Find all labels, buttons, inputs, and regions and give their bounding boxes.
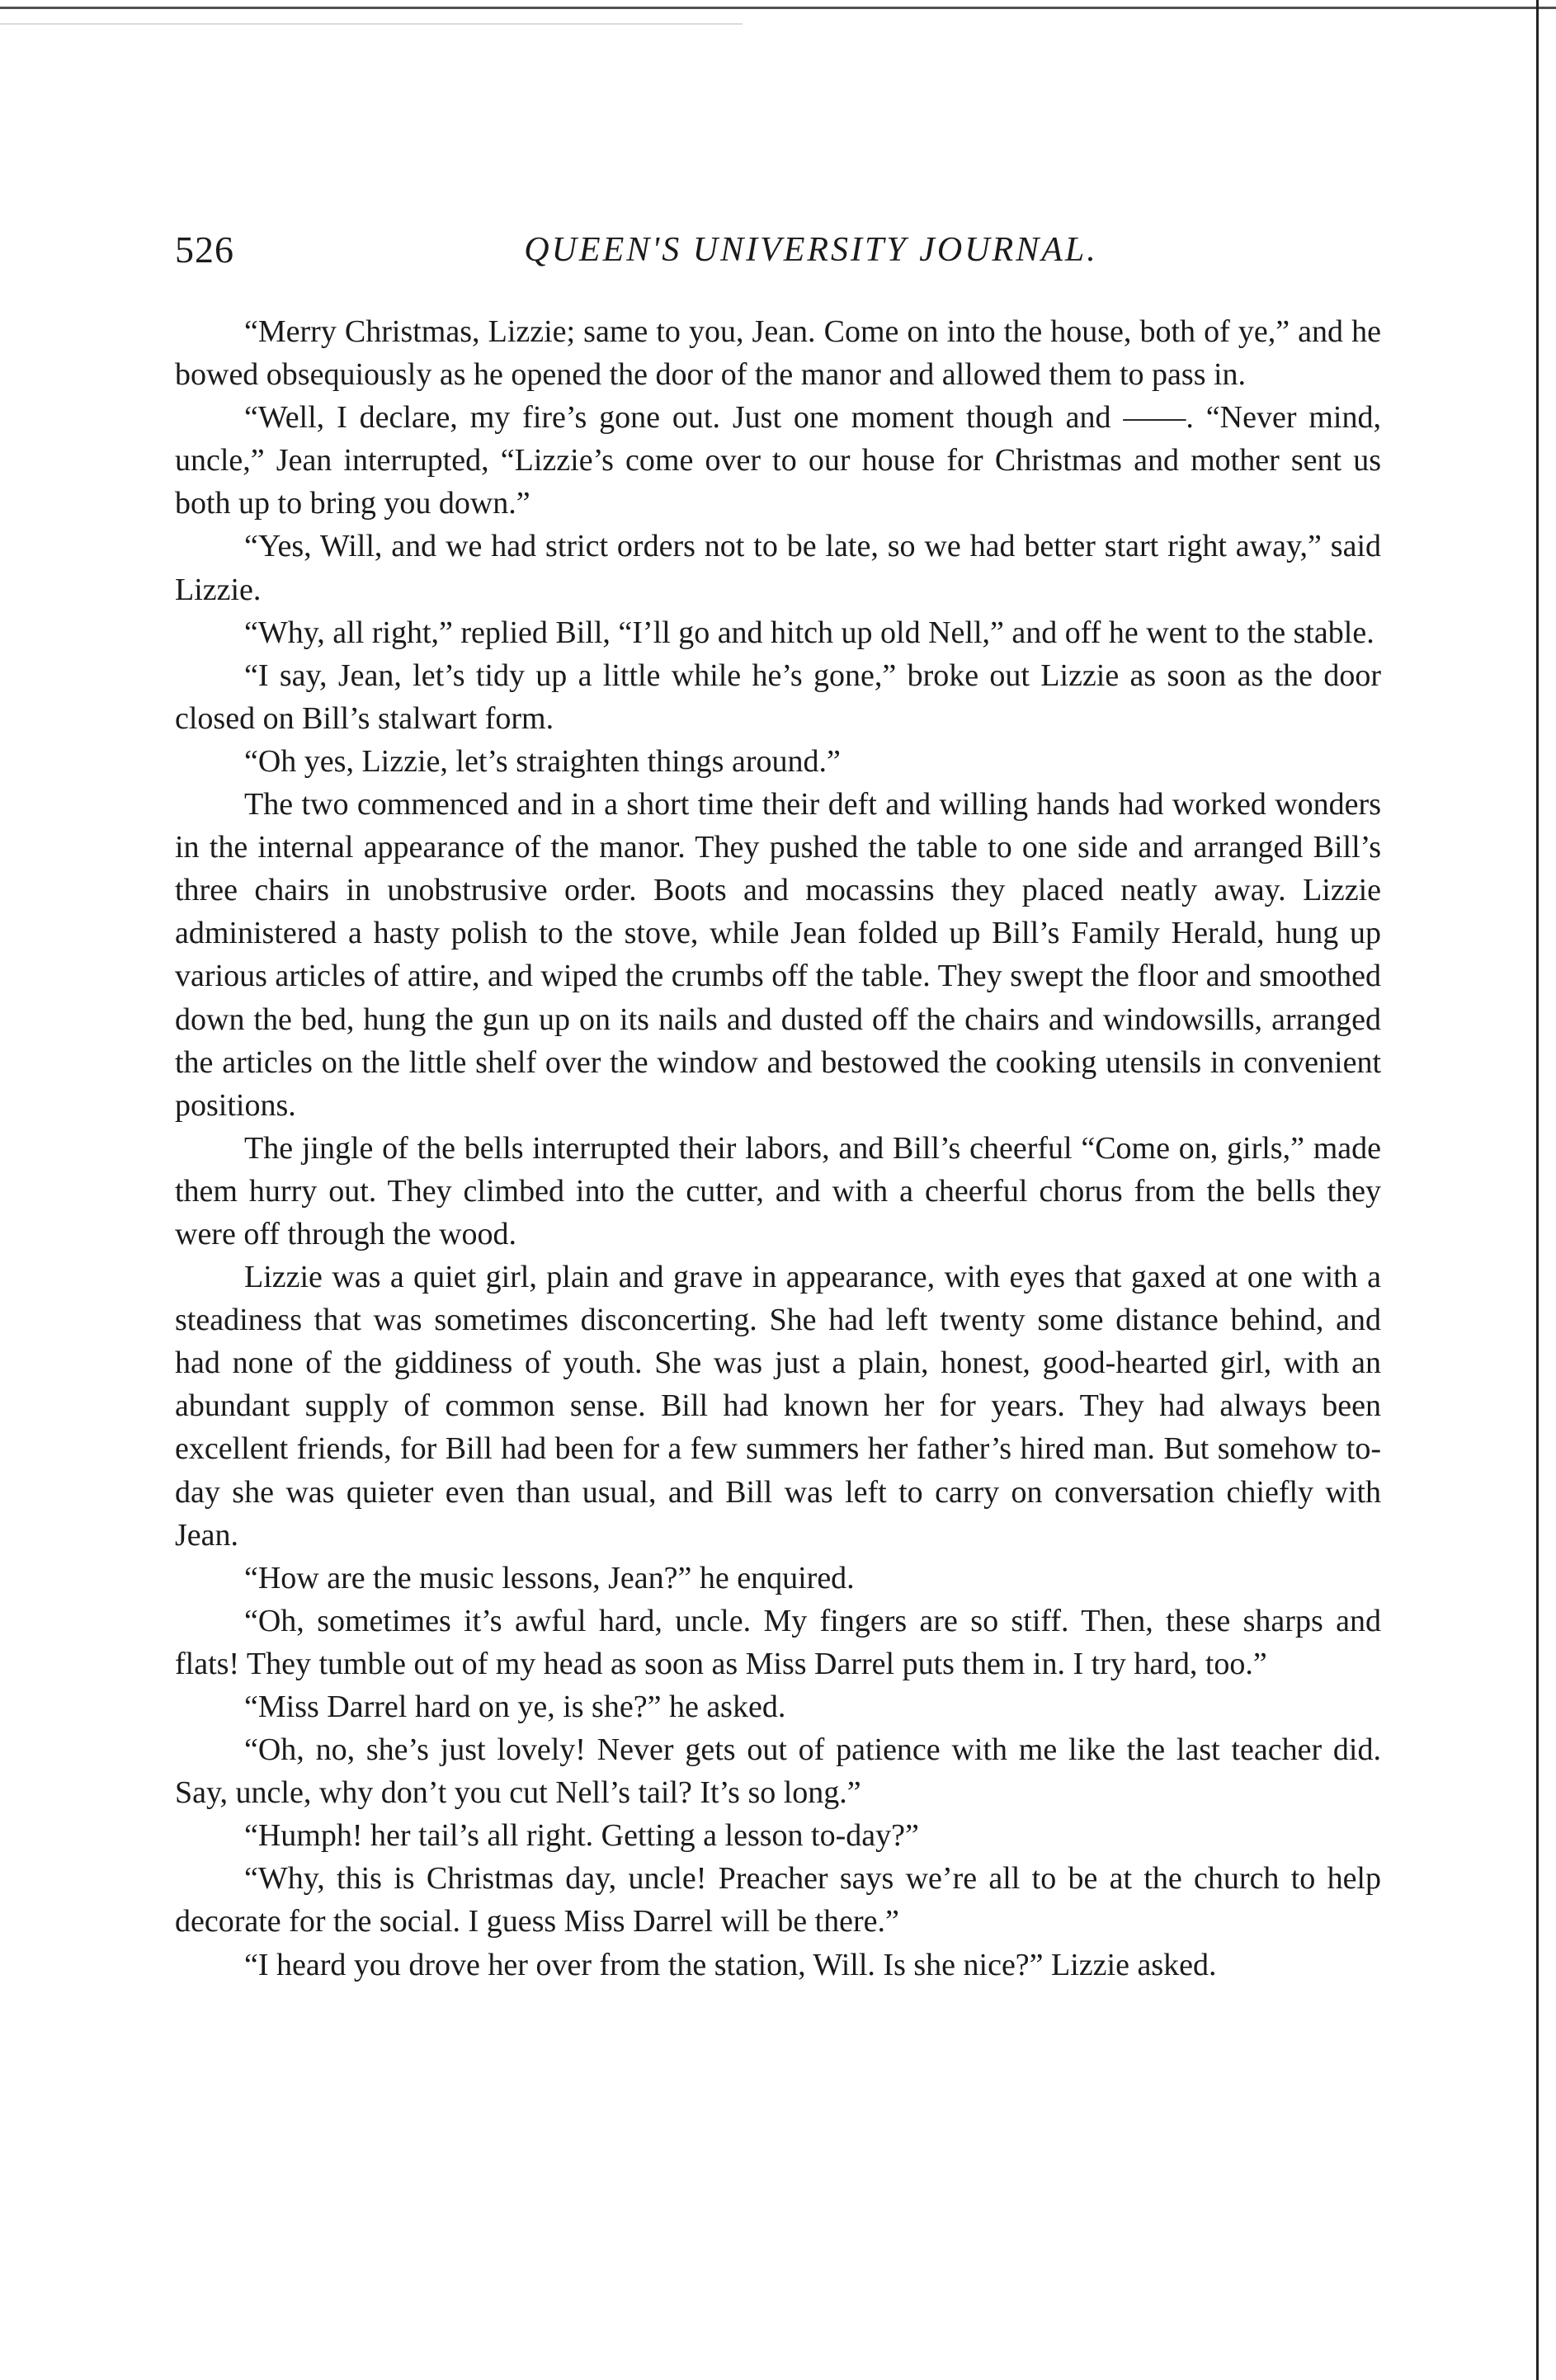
paragraph: “I heard you drove her over from the station, Will. Is she nice?” Lizzie asked. xyxy=(244,1947,1217,1982)
scan-right-edge xyxy=(1536,0,1539,2380)
running-head: QUEEN'S UNIVERSITY JOURNAL. xyxy=(524,231,1098,269)
paragraph: “Why, all right,” replied Bill, “I’ll go and hitch up old Nell,” and off he went to the stable. xyxy=(244,615,1374,650)
paragraph: “Well, I declare, my fire’s gone out. Just one moment though and ——. “Never mind, uncle,” Jean interrupted, “Lizzie’s come over to our house for Christmas and mother sent us both up to bring you down.” xyxy=(175,400,1381,521)
paragraph: “I say, Jean, let’s tidy up a little while he’s gone,” broke out Lizzie as soon as the door closed on Bill’s stalwart form. xyxy=(175,657,1381,736)
paragraph: The jingle of the bells interrupted their labors, and Bill’s cheerful “Come on, girls,” made them hurry out. They climbed into the cutter, and with a cheerful chorus from the bells they were off through the wood. xyxy=(175,1130,1381,1251)
paragraph: “Miss Darrel hard on ye, is she?” he asked. xyxy=(244,1690,786,1724)
paragraph: “Oh, sometimes it’s awful hard, uncle. My fingers are so stiff. Then, these sharps and flats! They tumble out of my head as soon as Miss Darrel puts them in. I try hard, too.” xyxy=(175,1603,1381,1681)
page-header xyxy=(175,221,1381,279)
paragraph: “Oh yes, Lizzie, let’s straighten things around.” xyxy=(244,743,841,779)
paragraph: “Why, this is Christmas day, uncle! Preacher says we’re all to be at the church to help decorate for the social. I guess Miss Darrel will be there.” xyxy=(175,1861,1381,1939)
body-text xyxy=(175,310,1381,1986)
scan-edge-rule xyxy=(0,7,1556,9)
paragraph: “Humph! her tail’s all right. Getting a lesson to-day?” xyxy=(244,1818,919,1854)
scan-edge-rule-faint xyxy=(0,23,743,25)
paragraph: “Merry Christmas, Lizzie; same to you, Jean. Come on into the house, both of ye,” and he bowed obsequiously as he opened the door of the manor and allowed them to pass in. xyxy=(175,314,1381,393)
page-number: 526 xyxy=(175,229,234,271)
paragraph: The two commenced and in a short time their deft and willing hands had worked wonders in the internal appearance of the manor. They pushed the table to one side and arranged Bill’s three chairs in unobstrusive order. Boots and mocassins they placed neatly away. Lizzie administered a hasty polish to the stove, while Jean folded up Bill’s Family Herald, hung up various articles of attire, and wiped the crumbs off the table. They swept the floor and smoothed down the bed, hung the gun up on its nails and dusted off the chairs and windowsills, arranged the articles on the little shelf over the window and bestowed the cooking utensils in convenient positions. xyxy=(175,787,1381,1123)
paragraph: “Oh, no, she’s just lovely! Never gets out of patience with me like the last teacher did. Say, uncle, why don’t you cut Nell’s tail? It’s so long.” xyxy=(175,1732,1381,1811)
paragraph: “Yes, Will, and we had strict orders not to be late, so we had better start right away,” said Lizzie. xyxy=(175,529,1381,607)
paragraph: “How are the music lessons, Jean?” he enquired. xyxy=(244,1560,855,1595)
paragraph: Lizzie was a quiet girl, plain and grave in appearance, with eyes that gaxed at one with a steadiness that was sometimes disconcerting. She had left twenty some distance behind, and had none of the giddiness of youth. She was just a plain, honest, good-hearted girl, with an abundant supply of common sense. Bill had known her for years. They had always been excellent friends, for Bill had been for a few summers her father’s hired man. But somehow to-day she was quieter even than usual, and Bill was left to carry on conversation chiefly with Jean. xyxy=(175,1260,1381,1553)
